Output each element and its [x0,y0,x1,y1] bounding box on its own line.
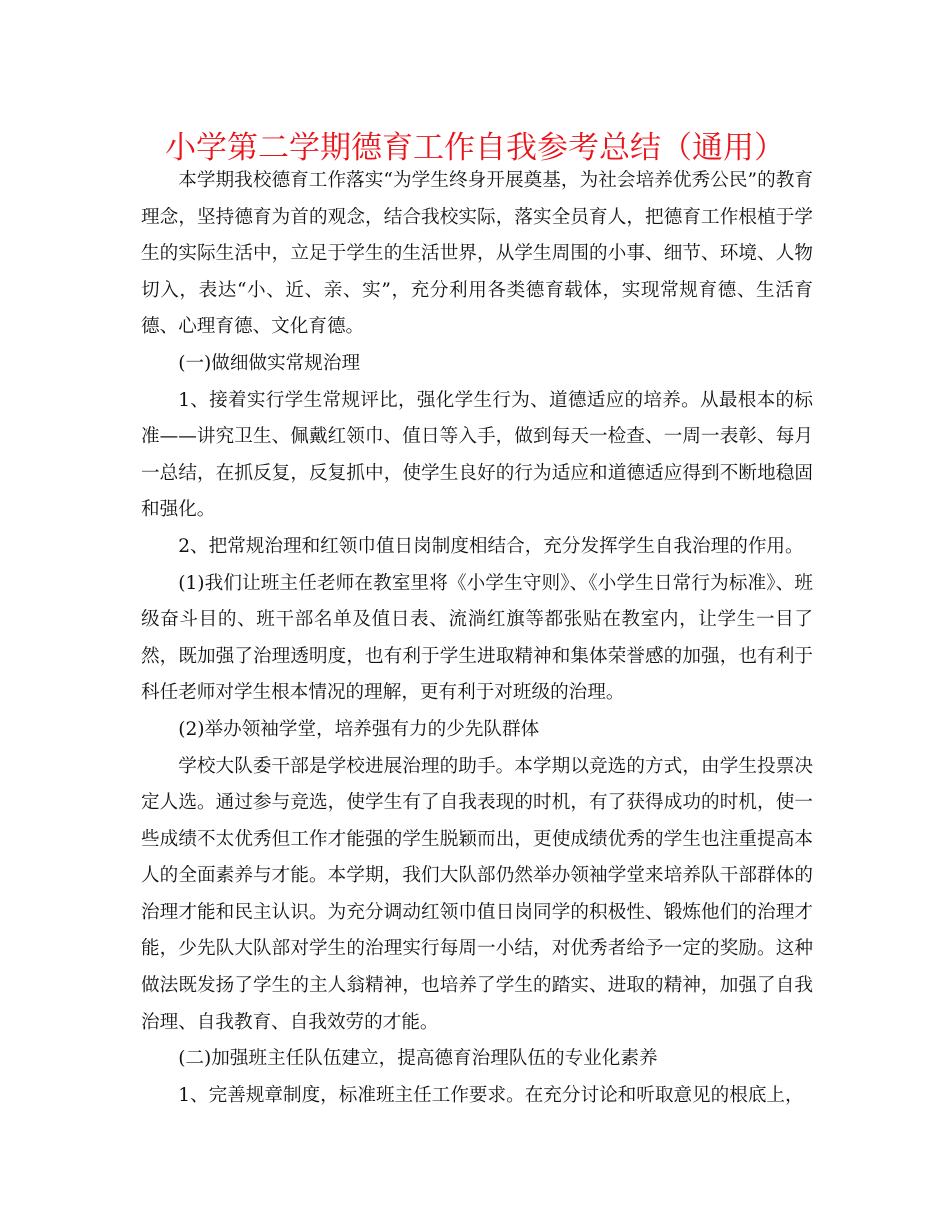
document-title: 小学第二学期德育工作自我参考总结（通用） [165,130,785,166]
section-heading-1: (一)做细做实常规治理 [178,352,361,374]
subheading-subitem-2: (2)举办领袖学堂，培养强有力的少先队群体 [178,718,540,740]
paragraph-item-3: 1、完善规章制度，标准班主任工作要求。在充分讨论和听取意见的根底上， [178,1084,804,1106]
document-body [141,163,813,1114]
paragraph-intro: 本学期我校德育工作落实“为学生终身开展奠基，为社会培养优秀公民”的教育理念，坚持德育为首的观念，结合我校实际，落实全员育人，把德育工作根植于学生的实际生活中，立足于学生的生活世界，从学生周围的小事、细节、环境、人物切入，表达“小、近、亲、实”，充分利用各类德育载体，实现常规育德、生活育德、心理育德、文化育德。 [141,170,813,338]
paragraph-item-1: 1、接着实行学生常规评比，强化学生行为、道德适应的培养。从最根本的标准——讲究卫生、佩戴红领巾、值日等入手，做到每天一检查、一周一表彰、每月一总结，在抓反复，反复抓中，使学生良好的行为适应和道德适应得到不断地稳固和强化。 [141,389,813,521]
paragraph-item-2: 2、把常规治理和红领巾值日岗制度相结合，充分发挥学生自我治理的作用。 [178,535,804,557]
paragraph-subitem-1: (1)我们让班主任老师在教室里将《小学生守则》、《小学生日常行为标准》、班级奋斗目的、班干部名单及值日表、流淌红旗等都张贴在教室内，让学生一目了然，既加强了治理透明度，也有利于学生进取精神和集体荣誉感的加强，也有利于科任老师对学生根本情况的理解，更有利于对班级的治理。 [141,572,813,704]
paragraph-leadership: 学校大队委干部是学校进展治理的助手。本学期以竞选的方式，由学生投票决定人选。通过参与竞选，使学生有了自我表现的时机，有了获得成功的时机，使一些成绩不太优秀但工作才能强的学生脱颖而出，更使成绩优秀的学生也注重提高本人的全面素养与才能。本学期，我们大队部仍然举办领袖学堂来培养队干部群体的治理才能和民主认识。为充分调动红领巾值日岗同学的积极性、锻炼他们的治理才能，少先队大队部对学生的治理实行每周一小结，对优秀者给予一定的奖励。这种做法既发扬了学生的主人翁精神，也培养了学生的踏实、进取的精神，加强了自我治理、自我教育、自我效劳的才能。 [141,755,813,1033]
section-heading-2: (二)加强班主任队伍建立，提高德育治理队伍的专业化素养 [178,1048,658,1070]
